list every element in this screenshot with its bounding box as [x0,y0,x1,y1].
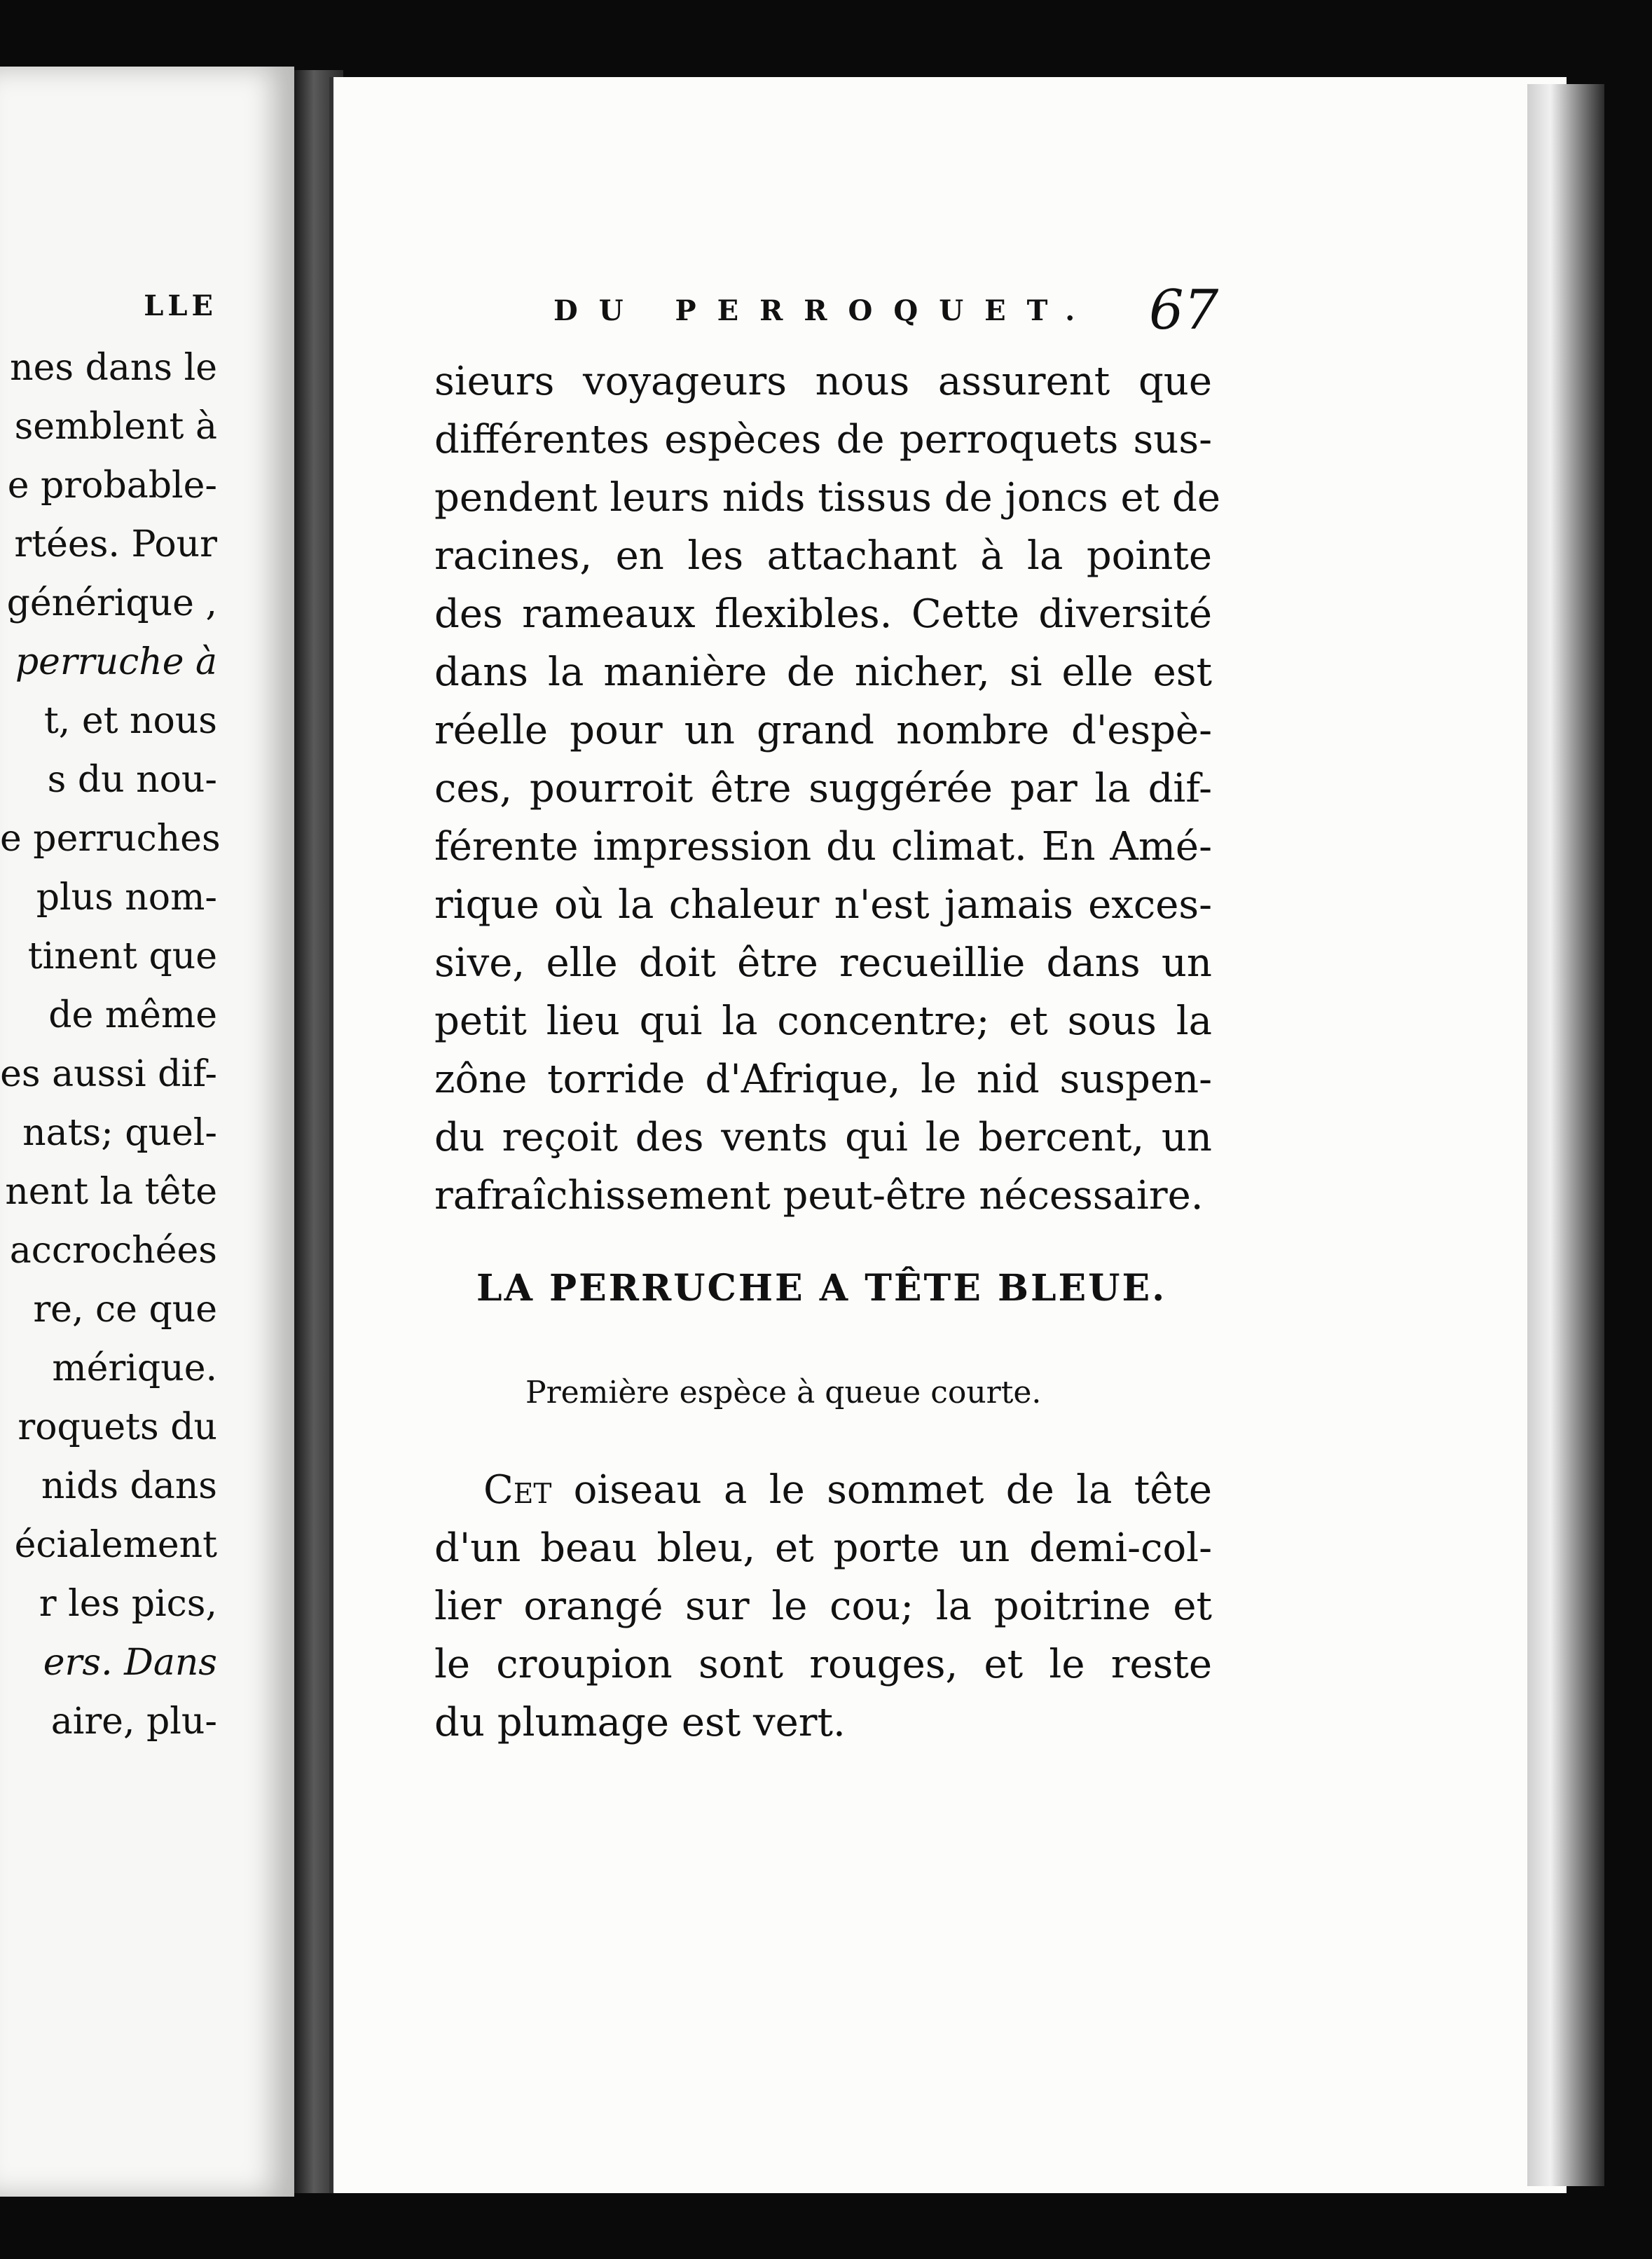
left-text-line: s du nou- [47,759,217,801]
left-text-line: aire, plu- [50,1701,217,1743]
left-page [0,67,294,2197]
paragraph-line: des rameaux flexibles. Cette diversité [434,591,1212,637]
paragraph-line: zône torride d'Afrique, le nid suspen- [434,1057,1212,1102]
paragraph-line: ces, pourroit être suggérée par la dif- [434,766,1212,811]
left-text-line: nids dans [41,1465,217,1507]
left-text-line: mérique. [52,1347,217,1389]
paragraph-line: différentes espèces de perroquets sus- [434,417,1212,462]
description-line: d'un beau bleu, et porte un demi-col- [434,1525,1212,1571]
left-text-line: plus nom- [36,877,217,919]
description-line [483,1466,1212,1515]
left-text-line: nes dans le [10,347,217,389]
paragraph-line: dans la manière de nicher, si elle est [434,650,1212,695]
left-text-line: re, ce que [33,1289,217,1331]
left-text-line: tinent que [27,935,217,977]
left-text-line: perruche à [15,641,217,683]
paragraph-line: petit lieu qui la concentre; et sous la [434,998,1212,1044]
running-head: DU PERROQUET. [553,294,1096,327]
left-text-line: rtées. Pour [14,523,217,565]
paragraph-line: sieurs voyageurs nous assurent que [434,359,1212,404]
left-text-line: r les pics, [39,1583,217,1625]
left-text-line: es aussi dif- [0,1053,217,1095]
description-line-rest: oiseau a le sommet de la tête [551,1467,1212,1513]
paragraph-line: rique où la chaleur n'est jamais exces- [434,882,1212,928]
paragraph-line: racines, en les attachant à la pointe [434,533,1212,579]
page-number: 67 [1149,279,1219,342]
page-edge [1527,84,1604,2186]
paragraph-line: sive, elle doit être recueillie dans un [434,940,1212,986]
paragraph-line: du reçoit des vents qui le bercent, un [434,1115,1212,1160]
left-text-line: roquets du [18,1406,217,1448]
left-text-line: nats; quel- [22,1112,217,1154]
description-line: du plumage est vert. [434,1700,846,1745]
section-subtitle: Première espèce à queue courte. [525,1375,1042,1410]
left-text-line: nent la tête [5,1171,217,1213]
description-first-word: Cet [483,1467,552,1513]
description-line: le croupion sont rouges, et le reste [434,1642,1212,1687]
left-running-head: LLE [144,289,217,322]
left-text-line: accrochées [9,1230,217,1272]
paragraph-line: rafraîchissement peut-être nécessaire. [434,1173,1204,1218]
section-title: LA PERRUCHE A TÊTE BLEUE. [476,1267,1167,1310]
left-text-line: écialement [14,1524,217,1566]
left-text-line: e probable- [7,465,217,507]
paragraph-line: pendent leurs nids tissus de joncs et de [434,475,1220,521]
paragraph-line: férente impression du climat. En Amé- [434,824,1212,870]
left-text-line: e perruches [0,818,221,860]
left-text-line: de même [48,994,217,1036]
left-text-line: ers. Dans [43,1642,217,1684]
left-text-line: semblent à [14,406,217,448]
left-text-line: t, et nous [43,700,217,742]
description-line: lier orangé sur le cou; la poitrine et [434,1584,1212,1629]
left-text-line: générique , [6,582,217,624]
paragraph-line: réelle pour un grand nombre d'espè- [434,708,1212,753]
